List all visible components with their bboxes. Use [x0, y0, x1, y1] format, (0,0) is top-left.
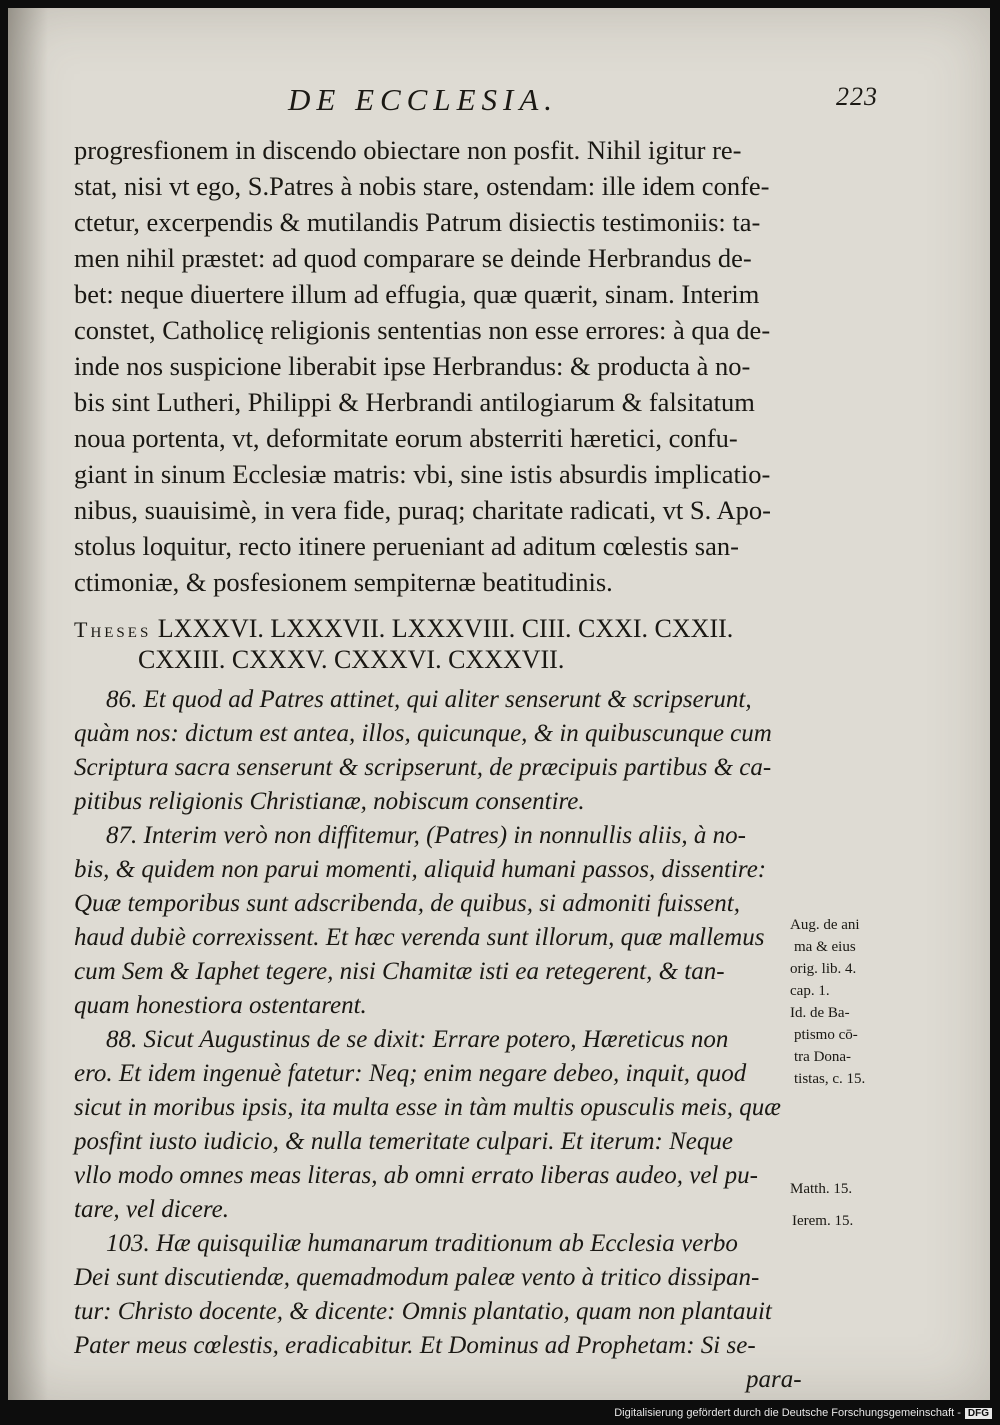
running-header [288, 82, 888, 122]
text-line: quam honestiora ostentarent. [74, 992, 367, 1019]
text-line: nibus, suauisimè, in vera fide, puraq; charitate radicati, vt S. Apo- [74, 495, 771, 525]
text-line: stolus loquitur, recto itinere perueniant ad aditum cœlestis san- [74, 531, 739, 561]
text-line: inde nos suspicione liberabit ipse Herbrandus: & producta à no- [74, 351, 751, 381]
text-line: bis sint Lutheri, Philippi & Herbrandi antilogiarum & falsitatum [74, 387, 755, 417]
theses-word: Theses [74, 617, 152, 642]
theses-numbers-1: LXXXVI. LXXXVII. LXXXVIII. CIII. CXXI. CXXII. [157, 614, 734, 643]
text-line: 86. Et quod ad Patres attinet, qui aliter senserunt & scripserunt, [106, 686, 752, 713]
text-line: men nihil præstet: ad quod comparare se deinde Herbrandus de- [74, 243, 752, 273]
theses-numbers-2: CXXIII. CXXXV. CXXXVI. CXXXVII. [138, 645, 565, 674]
text-line: ctetur, excerpendis & mutilandis Patrum disiectis testimoniis: ta- [74, 207, 761, 237]
text-line: 87. Interim verò non diffitemur, (Patres) in nonnullis aliis, à no- [106, 822, 747, 849]
text-line: progresfionem in discendo obiectare non posfit. Nihil igitur re- [74, 135, 742, 165]
dfg-logo: DFG [965, 1408, 992, 1419]
margin-note-line: Aug. de ani [790, 917, 860, 933]
text-line: bis, & quidem non parui momenti, aliquid humani passos, dissentire: [74, 856, 767, 883]
text-line: quàm nos: dictum est antea, illos, quicunque, & in quibuscunque cum [74, 720, 772, 747]
text-line: tare, vel dicere. [74, 1196, 230, 1223]
text-line: ctimoniæ, & posfesionem sempiternæ beatitudinis. [74, 567, 613, 597]
text-line: tur: Christo docente, & dicente: Omnis plantatio, quam non plantauit [74, 1298, 772, 1325]
text-line: constet, Catholicę religionis sententias non esse errores: à qua de- [74, 315, 771, 345]
margin-note-matthew: Matth. 15. [790, 1181, 853, 1197]
text-line: haud dubiè correxissent. Et hæc verenda sunt illorum, quæ mallemus [74, 924, 765, 951]
theses-line-1 [74, 614, 904, 645]
theses-text [74, 683, 904, 1397]
credit-text: Digitalisierung gefördert durch die Deutsche Forschungsgemeinschaft - [614, 1407, 961, 1419]
text-line: cum Sem & Iaphet tegere, nisi Chamitæ isti ea retegerent, & tan- [74, 958, 725, 985]
margin-note-line: ma & eius [794, 939, 856, 955]
margin-note-line: orig. lib. 4. [790, 961, 857, 977]
text-line: stat, nisi vt ego, S.Patres à nobis stare, ostendam: ille idem confe- [74, 171, 770, 201]
running-title: DE ECCLESIA. [288, 82, 559, 117]
text-line: giant in sinum Ecclesiæ matris: vbi, sine istis absurdis implicatio- [74, 459, 771, 489]
text-line: pitibus religionis Christianæ, nobiscum consentire. [74, 788, 585, 815]
text-line: bet: neque diuertere illum ad effugia, quæ quærit, sinam. Interim [74, 279, 760, 309]
theses-heading [74, 614, 904, 675]
margin-note-line: tistas, c. 15. [794, 1071, 866, 1087]
prose-paragraph [74, 132, 904, 600]
text-line: sicut in moribus ipsis, ita multa esse in tàm multis opusculis meis, quæ [74, 1094, 781, 1121]
text-line: posfint iusto iudicio, & nulla temeritate culpari. Et iterum: Neque [74, 1128, 733, 1155]
page-number: 223 [836, 82, 878, 111]
margin-note-line: tra Dona- [794, 1049, 852, 1065]
digitization-credit [614, 1407, 992, 1419]
catchword: para- [746, 1366, 802, 1393]
margin-note-jeremiah: Ierem. 15. [792, 1213, 854, 1229]
text-line: noua portenta, vt, deformitate eorum absterriti hæretici, confu- [74, 423, 738, 453]
text-line: 103. Hæ quisquiliæ humanarum traditionum ab Ecclesia verbo [106, 1230, 738, 1257]
margin-note-line: cap. 1. [790, 983, 830, 999]
margin-note-line: ptismo cō- [794, 1027, 858, 1043]
book-page [8, 8, 990, 1400]
text-line: vllo modo omnes meas literas, ab omni errato liberas audeo, vel pu- [74, 1162, 758, 1189]
text-line: ero. Et idem ingenuè fatetur: Neq; enim negare debeo, inquit, quod [74, 1060, 747, 1087]
text-block [74, 132, 904, 1397]
text-line: Pater meus cœlestis, eradicabitur. Et Dominus ad Prophetam: Si se- [74, 1332, 756, 1359]
text-line: Scriptura sacra senserunt & scripserunt, de præcipuis partibus & ca- [74, 754, 772, 781]
text-line: Dei sunt discutiendæ, quemadmodum paleæ vento à tritico dissipan- [74, 1264, 760, 1291]
margin-note-line: Id. de Ba- [790, 1005, 850, 1021]
text-line: Quæ temporibus sunt adscribenda, de quibus, si admoniti fuissent, [74, 890, 740, 917]
text-line: 88. Sicut Augustinus de se dixit: Errare potero, Hæreticus non [106, 1026, 729, 1053]
